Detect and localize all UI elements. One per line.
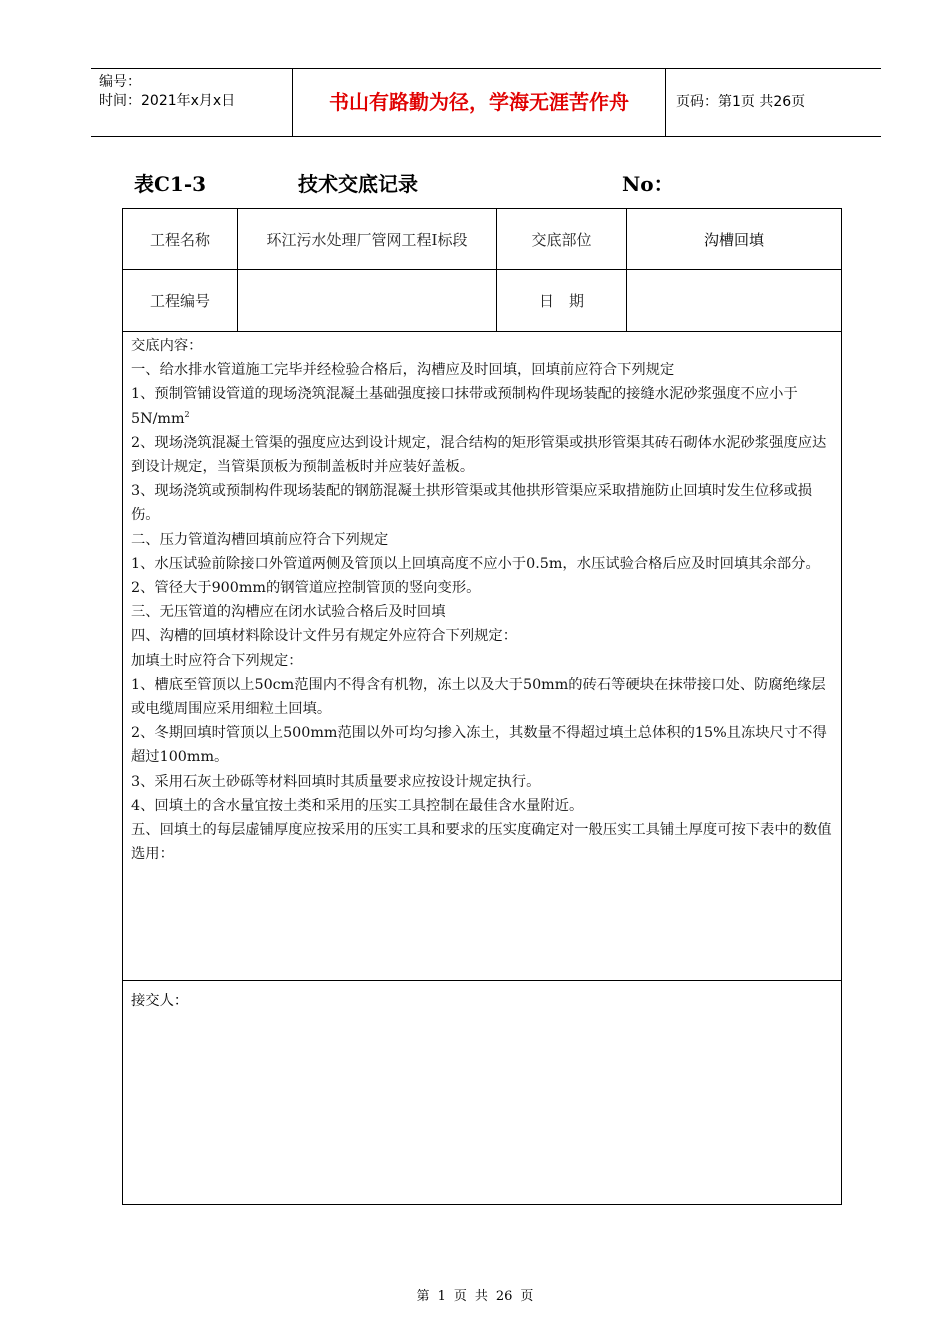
date-label: 日 期 (538, 292, 584, 310)
content-line: 三、无压管道的沟槽应在闭水试验合格后及时回填 (131, 604, 446, 621)
date-value[interactable] (627, 270, 841, 331)
project-name-label: 工程名称 (149, 230, 210, 249)
content-line: 4、回填土的含水量宜按土类和采用的压实工具控制在最佳含水量附近。 (131, 797, 584, 814)
footer-page: 1 (437, 1289, 446, 1304)
content-line (131, 382, 833, 430)
content-heading: 交底内容： (131, 338, 203, 354)
position-label: 交底部位 (531, 230, 592, 249)
page-header (91, 68, 881, 137)
header-divider (665, 69, 666, 136)
project-no-value[interactable] (238, 270, 496, 331)
content-line: 3、现场浇筑或预制构件现场装配的钢筋混凝土拱形管渠或其他拱形管渠应采取措施防止回填时发生位移或损伤。 (131, 483, 813, 524)
form-code: 表C1-3 (134, 172, 207, 196)
content-line: 2、现场浇筑混凝土管渠的强度应达到设计规定，混合结构的矩形管渠或拱形管渠其砖石砌体水泥砂浆强度应达到设计规定，当管渠顶板为预制盖板时并应装好盖板。 (131, 434, 827, 476)
content-line: 2、冬期回填时管顶以上500mm范围以外可均匀掺入冻土，其数量不得超过填土总体积的15%且冻块尺寸不得超过100mm。 (131, 725, 827, 766)
receiver-label: 接交人： (131, 993, 189, 1009)
disclosure-content (131, 334, 833, 866)
content-line: 3、采用石灰土砂砾等材料回填时其质量要求应按设计规定执行。 (131, 773, 541, 790)
position-value[interactable]: 沟槽回填 (703, 230, 764, 249)
content-line: 一、给水排水管道施工完毕并经检验合格后，沟槽应及时回填，回填前应符合下列规定 (131, 362, 675, 379)
page-footer (0, 1285, 950, 1304)
footer-suffix: 页 (520, 1289, 534, 1304)
content-line: 加填土时应符合下列规定： (131, 652, 303, 669)
form-title: 技术交底记录 (298, 172, 418, 196)
content-line-text: 1、预制管铺设管道的现场浇筑混凝土基础强度接口抹带或预制构件现场装配的接缝水泥砂浆强度不应小于5N/mm (131, 386, 798, 427)
content-line: 四、沟槽的回填材料除设计文件另有规定外应符合下列规定： (131, 628, 518, 645)
header-page-info: 页码：第1页 共26页 (676, 94, 806, 110)
content-line: 五、回填土的每层虚铺厚度应按采用的压实工具和要求的压实度确定对一般压实工具铺土厚度可按下表中的数值选用： (131, 822, 832, 863)
content-line: 1、水压试验前除接口外管道两侧及管顶以上回填高度不应小于0.5m，水压试验合格后应及时回填其余部分。 (131, 555, 820, 572)
footer-total: 26 (495, 1289, 513, 1304)
content-line: 二、压力管道沟槽回填前应符合下列规定 (131, 531, 389, 548)
time-label: 时间：2021年x月x日 (99, 93, 236, 109)
footer-prefix: 第 (416, 1289, 430, 1304)
header-meta (99, 73, 235, 111)
superscript: 2 (184, 409, 190, 419)
form-number-label: No： (622, 172, 674, 196)
header-motto: 书山有路勤为径，学海无涯苦作舟 (329, 90, 629, 114)
content-line: 1、槽底至管顶以上50cm范围内不得含有机物，冻土以及大于50mm的砖石等硬块在抹带接口处、防腐绝缘层或电缆周围应采用细粒土回填。 (131, 676, 826, 718)
row-divider (123, 331, 841, 332)
code-label: 编号： (99, 74, 141, 90)
content-line: 2、管径大于900mm的钢管道应控制管顶的竖向变形。 (131, 580, 481, 597)
footer-total-prefix: 共 (474, 1289, 488, 1304)
project-name-value[interactable]: 环江污水处理厂管网工程Ⅰ标段 (266, 230, 468, 249)
disclosure-form (122, 208, 842, 1205)
row-divider (123, 980, 841, 981)
footer-mid: 页 (453, 1289, 467, 1304)
project-no-label: 工程编号 (149, 292, 210, 310)
